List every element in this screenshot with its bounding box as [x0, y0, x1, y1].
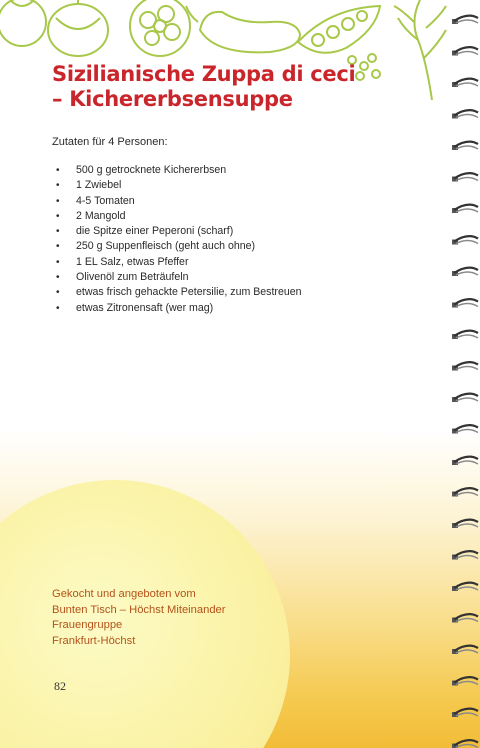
spiral-ring — [452, 268, 478, 276]
spiral-ring — [452, 16, 478, 24]
ingredient-item: • 2 Mangold — [52, 209, 302, 224]
spiral-ring — [452, 236, 478, 244]
spiral-ring — [452, 173, 478, 181]
ingredient-item: • 1 Zwiebel — [52, 178, 302, 193]
spiral-ring — [452, 646, 478, 654]
credits-line: Gekocht und angeboten vom — [52, 588, 196, 600]
credits-line: Frauengruppe — [52, 619, 123, 631]
page-number: 82 — [54, 679, 66, 693]
spiral-ring — [452, 583, 478, 591]
spiral-ring — [452, 488, 478, 496]
spiral-ring — [452, 394, 478, 402]
recipe-title-line2: – Kichererbsensuppe — [52, 87, 293, 111]
recipe-credits — [52, 587, 226, 649]
spiral-ring — [452, 740, 478, 748]
credits-line: Bunten Tisch – Höchst Miteinander — [52, 603, 226, 616]
spiral-ring — [452, 520, 478, 528]
spiral-ring — [452, 79, 478, 87]
spiral-ring — [452, 47, 478, 55]
recipe-title — [52, 62, 355, 112]
ingredient-item: • 250 g Suppenfleisch (geht auch ohne) — [52, 239, 302, 254]
spiral-ring — [452, 110, 478, 118]
spiral-ring — [452, 142, 478, 150]
spiral-binding-icon — [444, 0, 480, 748]
spiral-ring — [452, 677, 478, 685]
ingredient-item: • etwas Zitronensaft (wer mag) — [52, 301, 302, 316]
spiral-ring — [452, 425, 478, 433]
ingredient-item: • etwas frisch gehackte Petersilie, zum Bestreuen — [52, 285, 302, 300]
credits-line: Frankfurt-Höchst — [52, 634, 136, 647]
spiral-ring — [452, 551, 478, 559]
spiral-ring — [452, 362, 478, 370]
spiral-ring — [452, 457, 478, 465]
ingredient-item: • Olivenöl zum Beträufeln — [52, 270, 302, 285]
ingredient-item: • 4-5 Tomaten — [52, 194, 302, 209]
spiral-ring — [452, 299, 478, 307]
ingredient-item: • 1 EL Salz, etwas Pfeffer — [52, 255, 302, 270]
servings-intro: Zutaten für 4 Personen: — [52, 136, 168, 148]
ingredient-item: • 500 g getrocknete Kichererbsen — [52, 163, 302, 178]
spiral-ring — [452, 205, 478, 213]
spiral-ring — [452, 614, 478, 622]
spiral-ring — [452, 331, 478, 339]
ingredient-list — [52, 163, 302, 316]
spiral-ring — [452, 709, 478, 717]
ingredient-item: • die Spitze einer Peperoni (scharf) — [52, 224, 302, 239]
recipe-title-line1: Sizilianische Zuppa di ceci — [52, 62, 356, 86]
